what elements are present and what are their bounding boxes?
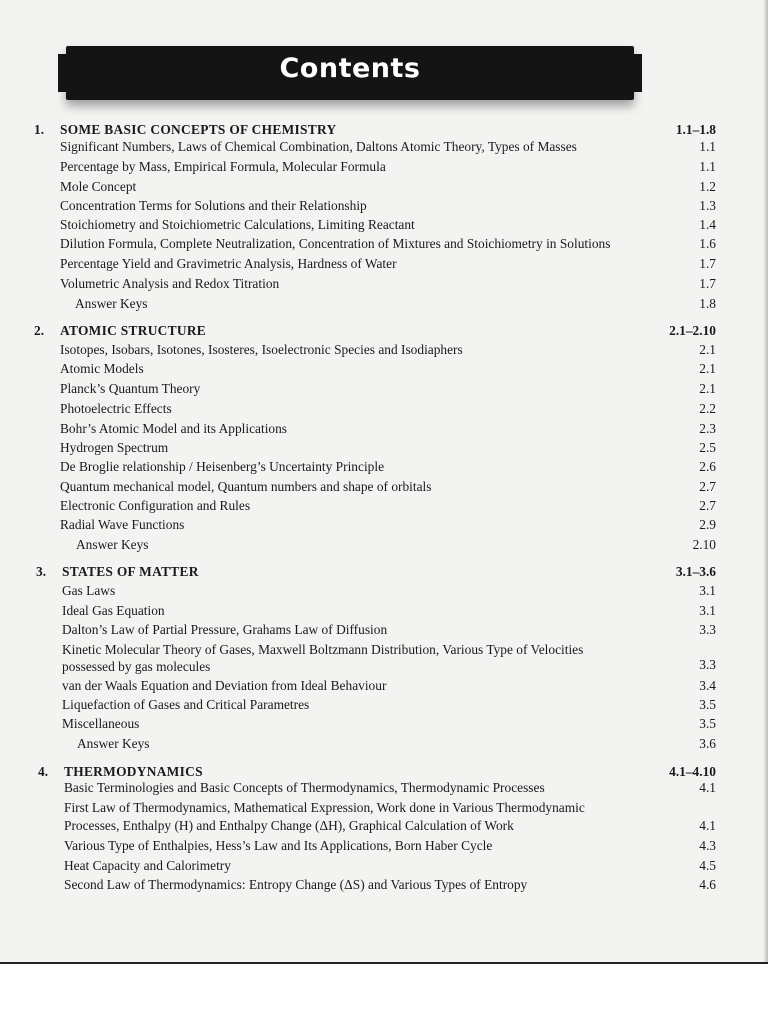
entry-page-number: 1.1	[699, 139, 716, 154]
entry-text: Second Law of Thermodynamics: Entropy Change (ΔS) and Various Types of Entropy	[64, 877, 528, 892]
toc-entry	[0, 254, 768, 274]
chapter-page-range: 1.1–1.8	[675, 122, 716, 137]
answer-keys-entry	[0, 535, 768, 555]
toc-entry	[0, 836, 768, 856]
toc-entry	[0, 379, 768, 399]
answer-keys-entry	[0, 734, 768, 754]
answer-keys-entry	[0, 294, 768, 314]
toc-entry	[0, 399, 768, 419]
entry-page-number: 1.4	[699, 217, 716, 232]
chapter-number: 4.	[38, 764, 49, 779]
entry-page-number: 1.2	[699, 179, 716, 194]
entry-text: Basic Terminologies and Basic Concepts of Thermodynamics, Thermodynamic Processes	[64, 780, 545, 795]
entry-text: Answer Keys	[75, 296, 148, 311]
entry-page-number: 3.4	[699, 678, 716, 693]
entry-page-number: 2.1	[699, 361, 716, 376]
toc-entry	[0, 215, 768, 235]
entry-page-number: 2.7	[699, 479, 716, 494]
chapter-title: STATES OF MATTER	[62, 564, 199, 579]
entry-text: Liquefaction of Gases and Critical Parametres	[62, 697, 310, 712]
entry-page-number: 3.6	[699, 736, 716, 751]
entry-page-number: 4.1	[699, 780, 716, 795]
entry-page-number: 2.6	[699, 459, 716, 474]
entry-page-number: 2.3	[699, 421, 716, 436]
entry-page-number: 3.1	[699, 583, 716, 598]
entry-text: Mole Concept	[60, 179, 137, 194]
chapter-number: 1.	[34, 122, 45, 137]
entry-page-number: 2.1	[699, 381, 716, 396]
chapter-title: THERMODYNAMICS	[64, 764, 203, 779]
entry-page-number: 2.7	[699, 498, 716, 513]
entry-page-number: 3.5	[699, 697, 716, 712]
entry-page-number: 3.3	[699, 657, 716, 672]
entry-page-number: 4.5	[699, 858, 716, 873]
toc-entry	[0, 676, 768, 696]
chapter-title: SOME BASIC CONCEPTS OF CHEMISTRY	[60, 122, 337, 137]
chapter-number: 3.	[36, 564, 47, 579]
entry-page-number: 3.1	[699, 603, 716, 618]
chapter-number: 2.	[34, 323, 45, 338]
toc-entry	[0, 695, 768, 715]
entry-text: Dalton’s Law of Partial Pressure, Grahams Law of Diffusion	[62, 622, 388, 637]
entry-page-number: 2.2	[699, 401, 716, 416]
page-title: Contents	[279, 53, 421, 84]
entry-text: Percentage Yield and Gravimetric Analysis, Hardness of Water	[60, 256, 397, 271]
toc-entry	[0, 778, 768, 798]
entry-page-number: 1.1	[699, 159, 716, 174]
entry-text: Kinetic Molecular Theory of Gases, Maxwell Boltzmann Distribution, Various Type of Velocities	[62, 642, 584, 657]
entry-text: Bohr’s Atomic Model and its Applications	[60, 421, 288, 436]
chapter-page-range: 2.1–2.10	[669, 323, 716, 338]
toc-entry	[0, 177, 768, 197]
entry-page-number: 1.6	[699, 236, 716, 251]
entry-text: De Broglie relationship / Heisenberg’s Uncertainty Principle	[60, 459, 385, 474]
toc-entry	[0, 477, 768, 497]
entry-text: Volumetric Analysis and Redox Titration	[60, 276, 280, 291]
toc-entry	[0, 340, 768, 360]
toc-entry	[0, 816, 768, 836]
entry-page-number: 4.1	[699, 818, 716, 833]
toc-entry	[0, 196, 768, 216]
entry-page-number: 4.3	[699, 838, 716, 853]
entry-text: Radial Wave Functions	[60, 517, 185, 532]
entry-text: Heat Capacity and Calorimetry	[64, 858, 231, 873]
entry-text: Answer Keys	[76, 537, 149, 552]
entry-page-number: 1.7	[699, 276, 716, 291]
entry-page-number: 1.8	[699, 296, 716, 311]
entry-text: Concentration Terms for Solutions and their Relationship	[60, 198, 367, 213]
toc-entry	[0, 875, 768, 895]
toc-entry	[0, 620, 768, 640]
toc-entry	[0, 234, 768, 254]
toc-entry	[0, 457, 768, 477]
entry-text: Stoichiometry and Stoichiometric Calculations, Limiting Reactant	[60, 217, 415, 232]
toc-entry	[0, 515, 768, 535]
entry-text: Electronic Configuration and Rules	[60, 498, 251, 513]
toc-entry	[0, 581, 768, 601]
entry-text: Dilution Formula, Complete Neutralization, Concentration of Mixtures and Stoichiometry in Solutions	[60, 236, 611, 251]
chapter-heading	[0, 562, 768, 582]
toc-entry	[0, 657, 768, 677]
toc-entry	[0, 714, 768, 734]
entry-page-number: 3.3	[699, 622, 716, 637]
entry-text: Miscellaneous	[62, 716, 140, 731]
entry-text: Planck’s Quantum Theory	[60, 381, 201, 396]
entry-text: Percentage by Mass, Empirical Formula, Molecular Formula	[60, 159, 386, 174]
toc-entry	[0, 856, 768, 876]
entry-page-number: 2.9	[699, 517, 716, 532]
entry-page-number: 2.1	[699, 342, 716, 357]
chapter-page-range: 3.1–3.6	[675, 564, 716, 579]
entry-page-number: 1.7	[699, 256, 716, 271]
toc-entry	[0, 438, 768, 458]
contents-banner	[66, 46, 634, 100]
toc-entry	[0, 601, 768, 621]
entry-text: Gas Laws	[62, 583, 116, 598]
entry-page-number: 1.3	[699, 198, 716, 213]
toc-entry	[0, 274, 768, 294]
entry-text: Isotopes, Isobars, Isotones, Isosteres, Isoelectronic Species and Isodiaphers	[60, 342, 463, 357]
entry-text: Quantum mechanical model, Quantum numbers and shape of orbitals	[60, 479, 432, 494]
entry-text: possessed by gas molecules	[62, 659, 211, 674]
chapter-heading	[0, 321, 768, 341]
entry-text: Various Type of Enthalpies, Hess’s Law and Its Applications, Born Haber Cycle	[64, 838, 493, 853]
entry-text: Hydrogen Spectrum	[60, 440, 169, 455]
chapter-page-range: 4.1–4.10	[669, 764, 716, 779]
toc-entry	[0, 798, 768, 818]
entry-text: Significant Numbers, Laws of Chemical Combination, Daltons Atomic Theory, Types of Masses	[60, 139, 577, 154]
entry-page-number: 3.5	[699, 716, 716, 731]
entry-text: Atomic Models	[60, 361, 144, 376]
toc-entry	[0, 496, 768, 516]
entry-page-number: 2.5	[699, 440, 716, 455]
toc-entry	[0, 359, 768, 379]
toc-entry	[0, 419, 768, 439]
entry-text: van der Waals Equation and Deviation from Ideal Behaviour	[62, 678, 387, 693]
entry-text: Processes, Enthalpy (H) and Enthalpy Change (ΔH), Graphical Calculation of Work	[64, 818, 514, 833]
toc-entry	[0, 157, 768, 177]
entry-text: Ideal Gas Equation	[62, 603, 165, 618]
entry-text: First Law of Thermodynamics, Mathematical Expression, Work done in Various Thermodynamic	[64, 800, 585, 815]
entry-text: Photoelectric Effects	[60, 401, 172, 416]
entry-page-number: 2.10	[692, 537, 716, 552]
chapter-title: ATOMIC STRUCTURE	[60, 323, 207, 338]
entry-text: Answer Keys	[77, 736, 150, 751]
toc-entry	[0, 137, 768, 157]
entry-page-number: 4.6	[699, 877, 716, 892]
